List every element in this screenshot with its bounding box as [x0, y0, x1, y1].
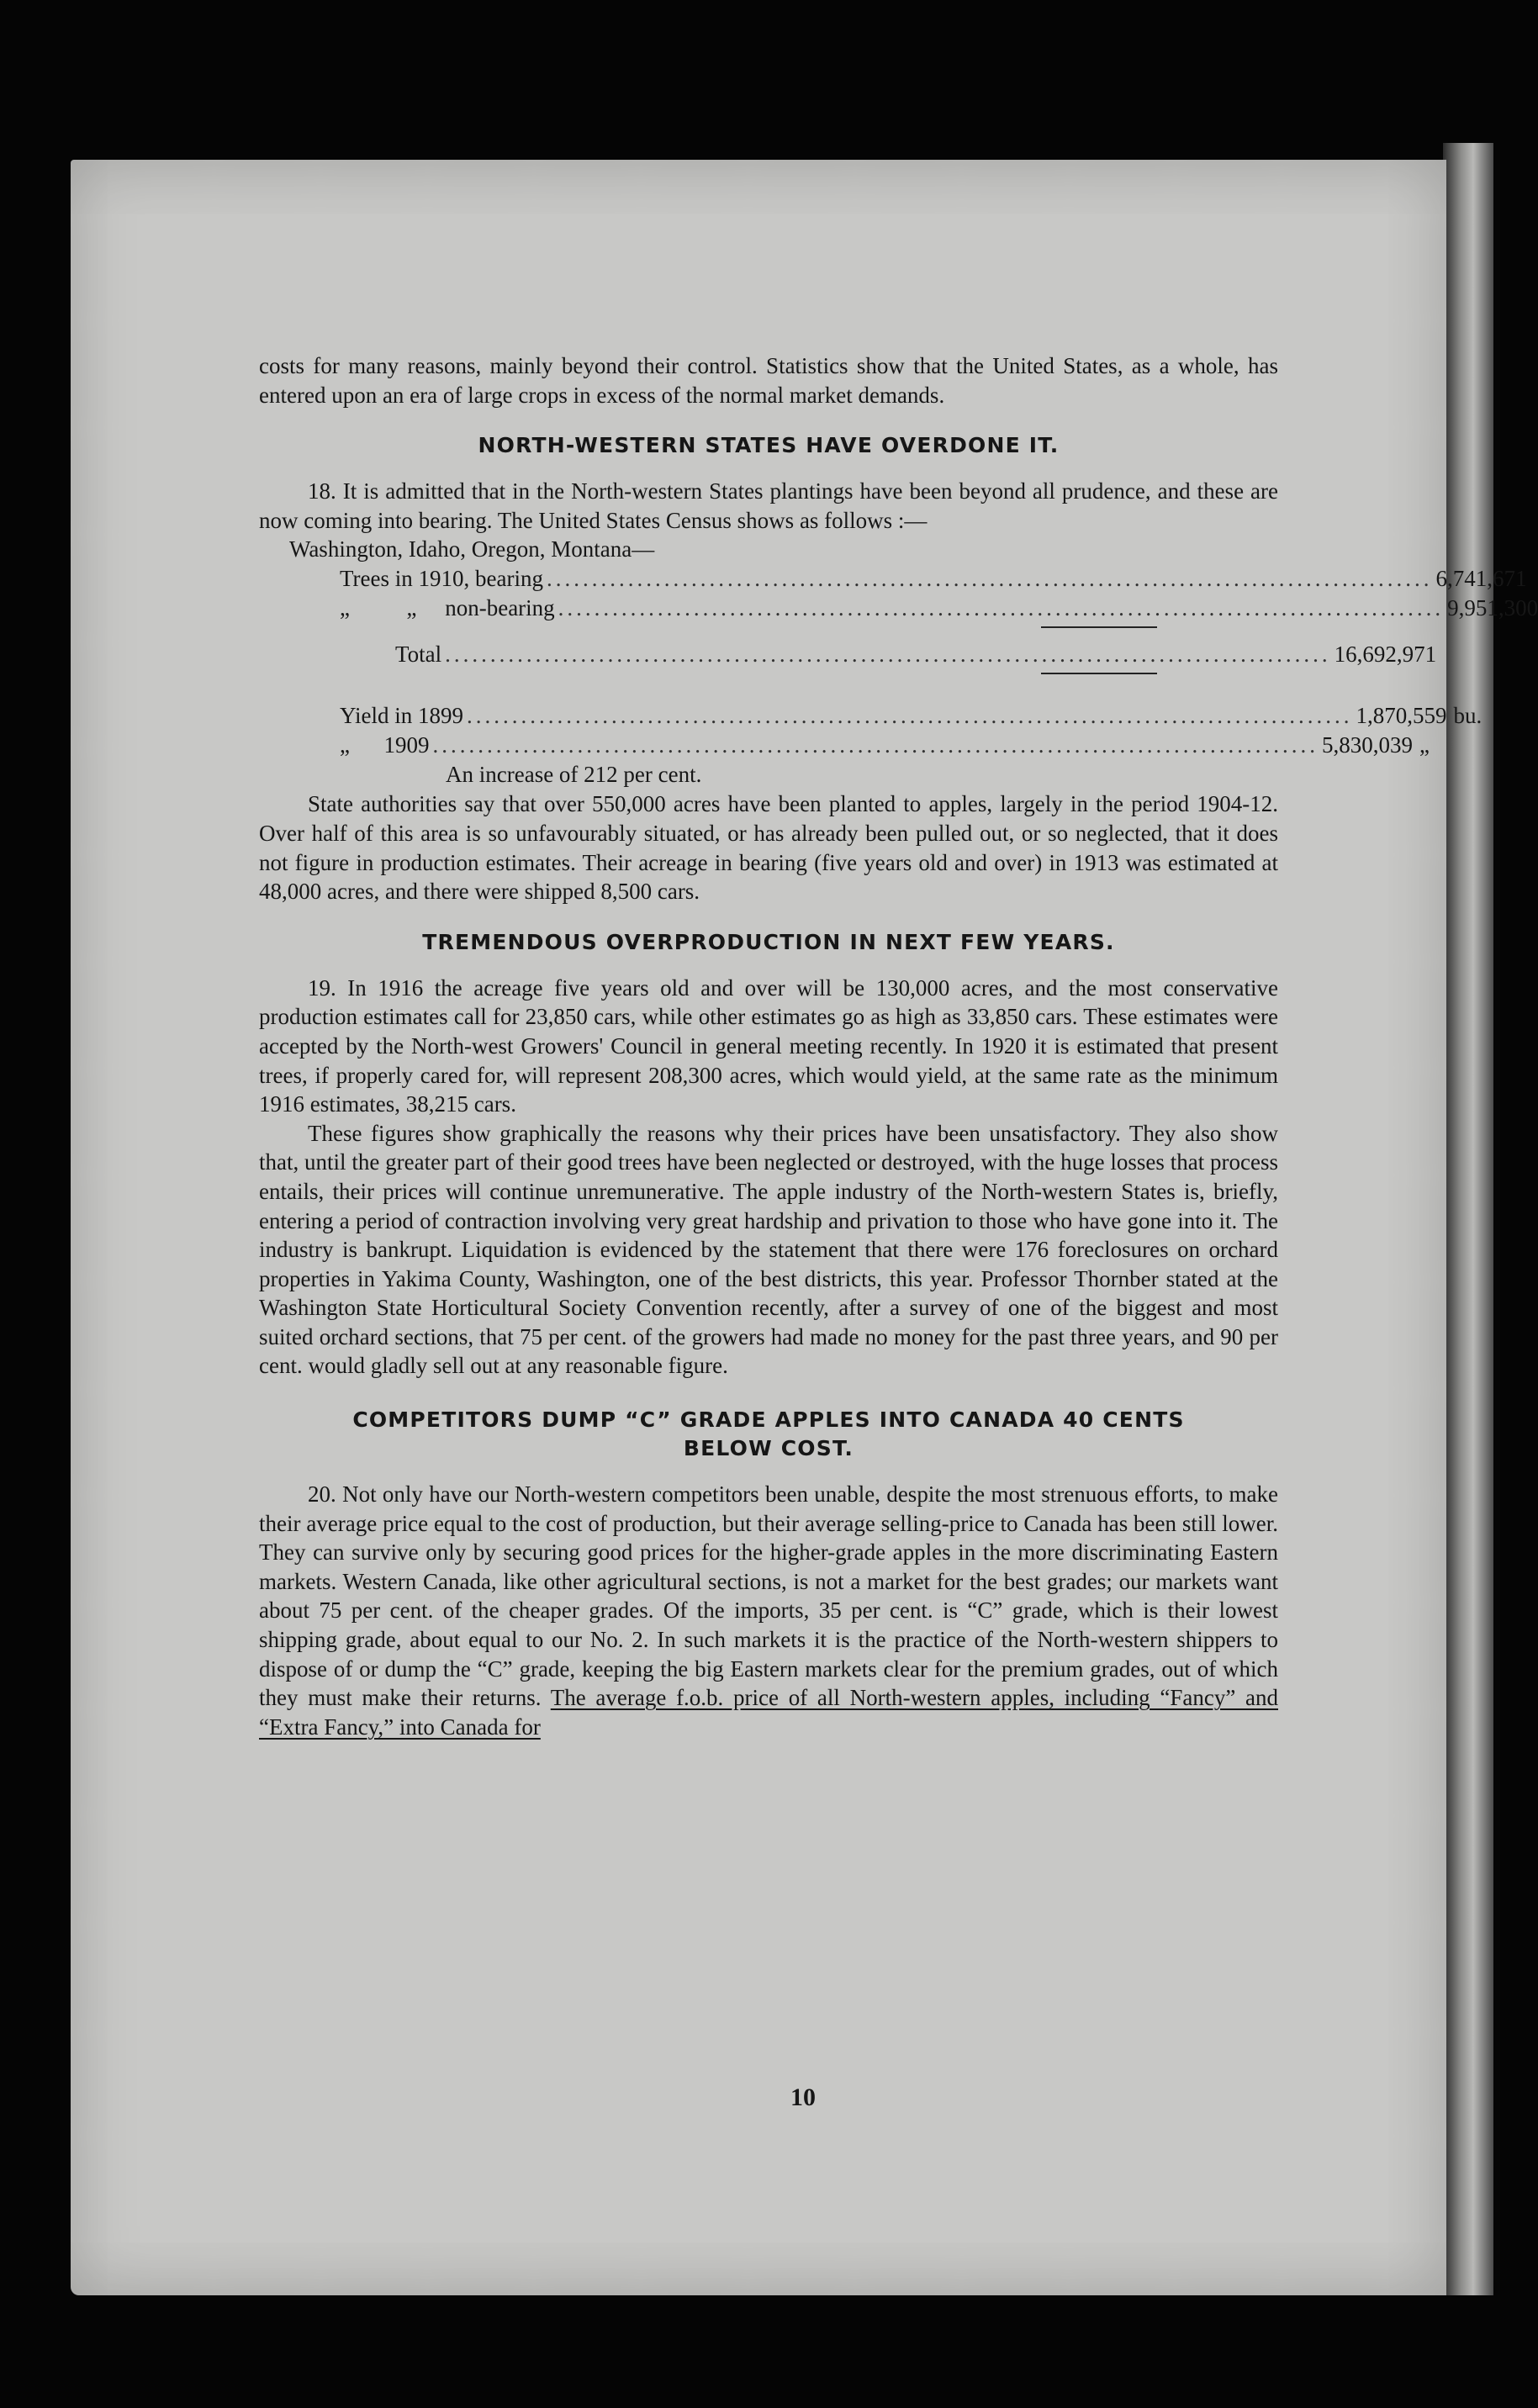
heading-overproduction: TREMENDOUS OVERPRODUCTION IN NEXT FEW YEARS. [422, 929, 1115, 954]
paragraph-20: 20. Not only have our North-western competitors been unable, despite the most strenuous efforts, to make their average price equal to the cost of production, but their average selling-price to Canada has been still lower. They can survive only by securing good prices for the higher-grade apples in the more discriminating Eastern markets. Western Canada, like other agricultural sections, is not a market for the best grades; our markets want about 75 per cent. of the cheaper grades. Of the imports, 35 per cent. is “C” grade, which is their lowest shipping grade, about equal to our No. 2. In such markets it is the practice of the North-western shippers to dispose of or dump the “C” grade, keeping the big Eastern markets clear for the premium grades, out of which they must make their returns. The average f.o.b. price of all North-western apples, including “Fancy” and “Extra Fancy,” into Canada for [259, 1481, 1279, 1740]
heading-north-western: NORTH-WESTERN STATES HAVE OVERDONE IT. [478, 433, 1060, 458]
intro-paragraph: costs for many reasons, mainly beyond their control. Statistics show that the United States, as a whole, has entered upon an era of large crops in excess of the normal market demands. [259, 353, 1278, 408]
paragraph-state-authorities: State authorities say that over 550,000 acres have been planted to apples, largely in the period 1904-12. Over half of this area is so unfavourably situated, or has already been pulled out, or so neglected, that it does not figure in production estimates. Their acreage in bearing (five years old and over) in 1913 was estimated at 48,000 acres, and there were shipped 8,500 cars. [259, 791, 1278, 905]
document-body [259, 351, 1538, 1741]
trees-nonbearing-row: „ „ non-bearing .................................................................................................. 9,951,300 [259, 594, 1278, 623]
leader-dots: .................................................................................................. [445, 642, 1331, 668]
heading-competitors: COMPETITORS DUMP “C” GRADE APPLES INTO CANADA 40 CENTS BELOW COST. [352, 1407, 1185, 1461]
trees-bearing-row: Trees in 1910, bearing .................................................................................................. 6,741,671 [259, 564, 1278, 594]
paragraph-19: 19. In 1916 the acreage five years old and over will be 130,000 acres, and the most conservative production estimates call for 23,850 cars, while other estimates go as high as 33,850 cars. These estimates were accepted by the North-west Growers' Council in general meeting recently. In 1920 it is estimated that present trees, if properly cared for, will represent 208,300 acres, which would yield, at the same rate as the minimum 1916 estimates, 38,215 cars. [259, 974, 1278, 1117]
leader-dots: .................................................................................................. [432, 732, 1319, 758]
leader-dots: .................................................................................................. [558, 595, 1445, 621]
total-row: Total .................................................................................................. 16,692,971 [259, 640, 1278, 669]
sum-rule [1041, 626, 1157, 628]
leader-dots: .................................................................................................. [546, 566, 1433, 592]
yield-1899-row: Yield in 1899 .................................................................................................. 1,870,559 bu. [259, 701, 1278, 731]
paragraph-figures: These figures show graphically the reasons why their prices have been unsatisfactory. They also show that, until the greater part of their good trees have been neglected or destroyed, with the huge losses that process entails, their prices will continue unremunerative. The apple industry of the North-western States is, briefly, entering a period of contraction involving very great hardship and privation to those who have gone into it. The industry is bankrupt. Liquidation is evidenced by the statement that there were 176 foreclosures on orchard properties in Yakima County, Washington, one of the best districts, this year. Professor Thornber stated at the Washington State Horticultural Society Convention recently, after a survey of one of the biggest and most suited orchard sections, that 75 per cent. of the growers had made no money for the past three years, and 90 per cent. would gladly sell out at any reasonable figure. [259, 1120, 1278, 1379]
page-number: 10 [790, 2083, 816, 2111]
paragraph-18: 18. It is admitted that in the North-western States plantings have been beyond all prudence, and these are now coming into bearing. The United States Census shows as follows :— [259, 478, 1278, 533]
underlined-passage: The average f.o.b. price of all North-western apples, including “Fancy” and “Extra Fancy,” into Canada for [259, 1685, 1279, 1740]
census-table [259, 535, 1538, 789]
increase-note: An increase of 212 per cent. [446, 762, 702, 788]
page-edge [1443, 143, 1493, 2295]
leader-dots: .................................................................................................. [467, 703, 1353, 729]
yield-1909-row: „ 1909 .................................................................................................. 5,830,039 „ [259, 731, 1278, 760]
region-row: Washington, Idaho, Oregon, Montana— [289, 536, 655, 562]
